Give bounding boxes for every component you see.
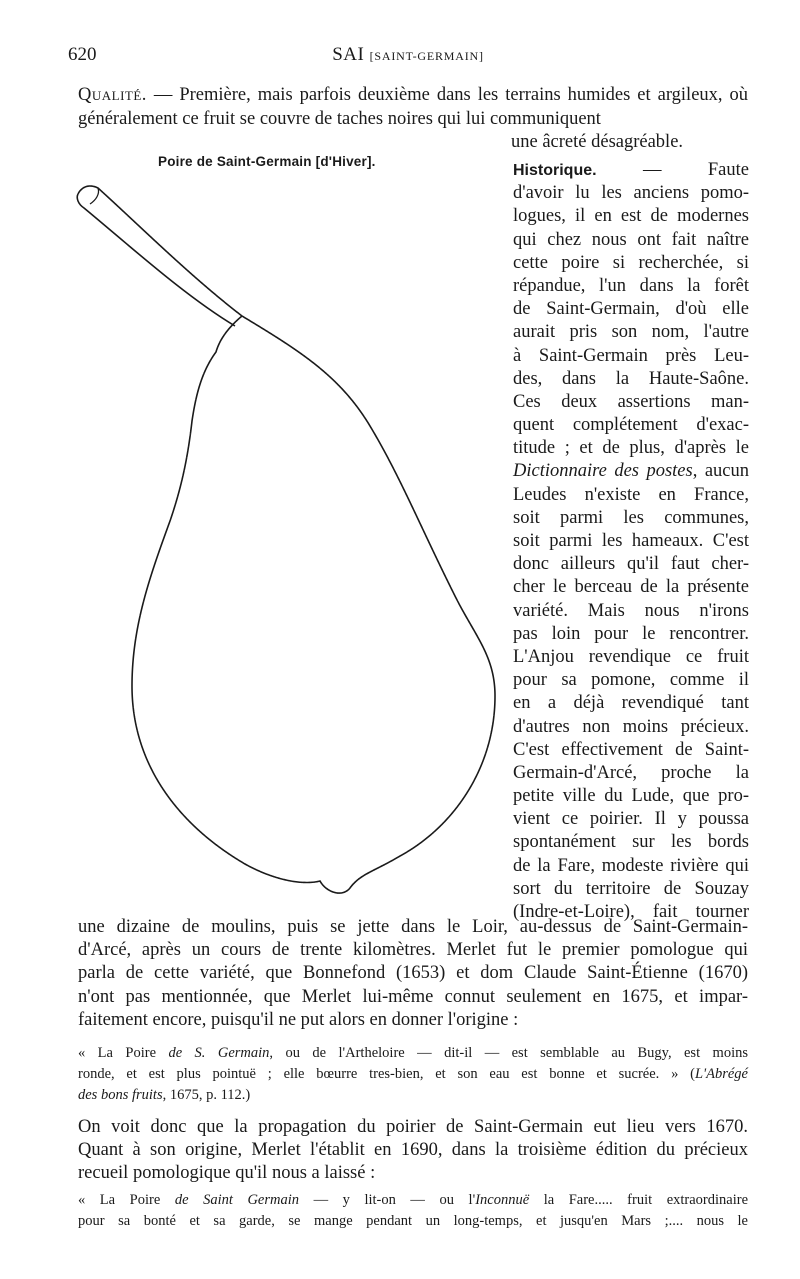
text-line: Historique. — Faute (513, 160, 749, 180)
text-line: titude ; et de plus, d'après le (513, 438, 749, 459)
text-line: répandue, l'un dans la forêt (513, 275, 749, 296)
qualite-tail: une âcreté désagréable. (511, 132, 684, 152)
quote-line: ronde, et est plus pointuë ; elle bœurre tres-bien, et son eau est bonne et sucrée. » (L'Abrégé (78, 1066, 748, 1082)
text-line: n'ont pas mentionnée, que Merlet lui-même connut seulement en 1675, et impar- (78, 986, 748, 1007)
text-line: sort du territoire de Souzay (513, 878, 749, 899)
text-line: qui chez nous ont fait naître (513, 229, 749, 250)
text-line: recueil pomologique qu'il nous a laissé : (78, 1163, 376, 1183)
text-line: variété. Mais nous n'irons (513, 600, 749, 621)
historique-continued (78, 916, 748, 1032)
text-line: de la Fare, modeste rivière qui (513, 855, 749, 876)
historique-column (513, 159, 749, 924)
quote-line: « La Poire de Saint Germain — y lit-on — ou l'Inconnuë la Fare..... fruit extraordinaire (78, 1192, 749, 1208)
text-line: cette poire si recherchée, si (513, 252, 749, 273)
text-line: (Indre-et-Loire), fait tourner (513, 902, 749, 922)
text-line: en a déjà revendiqué tant (513, 693, 749, 714)
text-line: C'est effectivement de Saint- (513, 739, 749, 760)
historique-heading: Historique. (513, 162, 597, 179)
text-line: Leudes n'existe en France, (513, 484, 749, 505)
text-line: L'Anjou revendique ce fruit (513, 646, 749, 667)
text-line: donc ailleurs qu'il faut cher- (513, 554, 749, 575)
text-line: soit parmi les communes, (513, 507, 749, 528)
text-line: Quant à son origine, Merlet l'établit en 1690, dans la troisième édition du précieux (78, 1140, 748, 1160)
text-line: Ces deux assertions man- (513, 391, 749, 412)
text-line: des, dans la Haute-Saône. (513, 368, 749, 389)
qualite-paragraph (78, 84, 748, 131)
text-line: Germain-d'Arcé, proche la (513, 762, 749, 783)
text-line: spontanément sur les bords (513, 832, 749, 853)
text-line: logues, il en est de modernes (513, 206, 749, 227)
text-line: pour sa pomone, comme il (513, 670, 749, 691)
qualite-text: — Première, mais parfois deuxième dans les terrains humides et argileux, où généralement ce fruit se couvre de taches noires qui lui communiquent (78, 85, 748, 129)
text-line: pas loin pour le rencontrer. (513, 623, 749, 644)
running-head (68, 44, 748, 66)
text-line: d'autres non moins précieux. (513, 716, 749, 737)
text-line: On voit donc que la propagation du poirier de Saint-Germain eut lieu vers 1670. (78, 1117, 748, 1137)
text-line: quent complétement d'exac- (513, 415, 749, 436)
qualite-heading: Qualité. (78, 85, 147, 105)
text-line: d'avoir lu les anciens pomo- (513, 183, 749, 204)
pear-outline-illustration (70, 176, 510, 906)
text-line: faitement encore, puisqu'il ne put alors en donner l'origine : (78, 1009, 519, 1030)
text-line: une dizaine de moulins, puis se jette dans le Loir, au-dessus de Saint-Germain- (78, 917, 748, 937)
text-line: cher le berceau de la présente (513, 577, 749, 598)
merlet-quote-1690 (78, 1190, 748, 1232)
quote-line: des bons fruits, 1675, p. 112.) (78, 1087, 251, 1103)
page-number: 620 (68, 44, 97, 65)
text-line: petite ville du Lude, que pro- (513, 786, 749, 807)
text-line: aurait pris son nom, l'autre (513, 322, 749, 343)
running-head-subtitle: [SAINT-GERMAIN] (369, 49, 484, 63)
text-line: vient ce poirier. Il y poussa (513, 809, 749, 830)
running-head-title: SAI (332, 44, 365, 65)
text-line: soit parmi les hameaux. C'est (513, 531, 749, 551)
figure-caption: Poire de Saint-Germain [d'Hiver]. (158, 154, 376, 169)
text-line: à Saint-Germain près Leu- (513, 345, 749, 366)
merlet-quote-1675 (78, 1043, 748, 1106)
text-line: parla de cette variété, que Bonnefond (1653) et dom Claude Saint-Étienne (1670) (78, 963, 748, 984)
text-line: de Saint-Germain, d'où elle (513, 299, 749, 320)
propagation-paragraph (78, 1116, 748, 1185)
page-header (68, 44, 748, 70)
quote-line: pour sa bonté et sa garde, se mange pendant un long-temps, et jusqu'en Mars ;.... nous le (78, 1213, 748, 1229)
text-line: Dictionnaire des postes, aucun (513, 461, 749, 482)
quote-line: « La Poire de S. Germain, ou de l'Artheloire — dit-il — est semblable au Bugy, est moins (78, 1045, 748, 1061)
cited-work-title: Dictionnaire des postes (513, 461, 693, 482)
text-line: d'Arcé, après un cours de trente kilomètres. Merlet fut le premier pomologue qui (78, 940, 748, 961)
